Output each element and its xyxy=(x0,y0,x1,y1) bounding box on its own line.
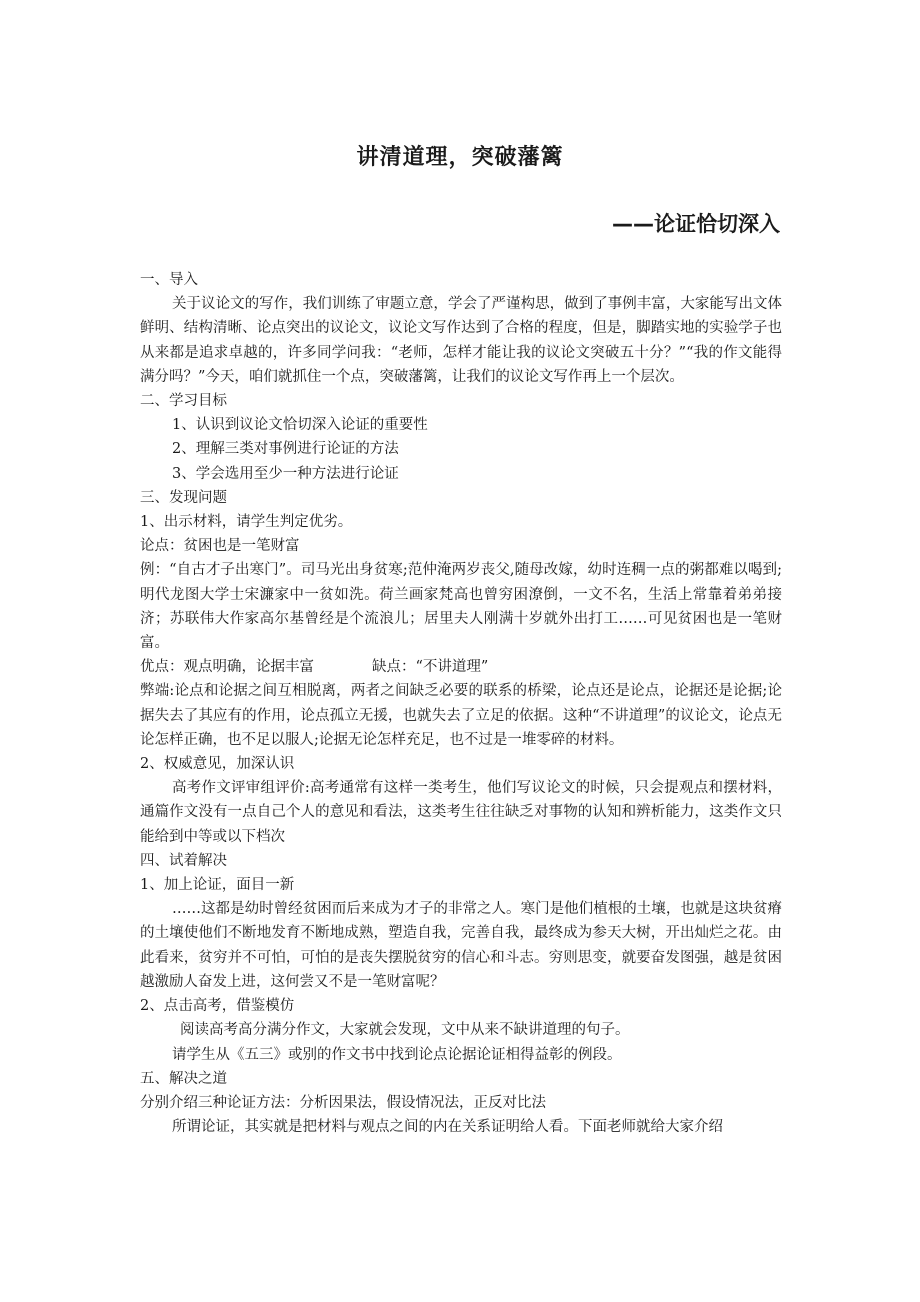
intro-paragraph: 关于议论文的写作，我们训练了审题立意，学会了严谨构思，做到了事例丰富，大家能写出文体鲜明、结构清晰、论点突出的议论文，议论文写作达到了合格的程度，但是，脚踏实地的实验学子也从来都是追求卓越的，许多同学问我：“老师，怎样才能让我的议论文突破五十分？”“我的作文能得满分吗？”今天，咱们就抓住一个点，突破藩篱，让我们的议论文写作再上一个层次。 xyxy=(140,296,782,385)
example-paragraph: 例：“自古才子出寒门”。司马光出身贫寒;范仲淹两岁丧父,随母改嫁，幼时连稠一点的粥都难以喝到;明代龙图大学士宋濂家中一贫如洗。荷兰画家梵高也曾穷困潦倒，一文不名，生活上常靠着弟弟接济；苏联伟大作家高尔基曾经是个流浪儿；居里夫人刚满十岁就外出打工……可见贫困也是一笔财富。 xyxy=(140,562,782,652)
demerit-text: 缺点：“不讲道理” xyxy=(372,659,489,676)
demo-paragraph: ……这都是幼时曾经贫困而后来成为才子的非常之人。寒门是他们植根的土壤，也就是这块贫瘠的土壤使他们不断地发育不断地成熟，塑造自我，完善自我，最终成为参天大树，开出灿烂之花。由此看来，贫穷并不可怕，可怕的是丧失摆脱贫穷的信心和斗志。穷则思变，就要奋发图强，越是贫困越激励人奋发上进，这何尝又不是一笔财富呢？ xyxy=(140,901,782,990)
drawback-paragraph: 弊端:论点和论据之间互相脱离，两者之间缺乏必要的联系的桥梁，论点还是论点，论据还是论据;论据失去了其应有的作用，论点孤立无援，也就失去了立足的依据。这种“不讲道理”的议论文，论点无论怎样正确，也不足以服人;论据无论怎样充足，也不过是一堆零碎的材料。 xyxy=(140,683,782,748)
authority-paragraph: 高考作文评审组评价:高考通常有这样一类考生，他们写议论文的时候，只会提观点和摆材料，通篇作文没有一点自己个人的意见和看法，这类考生往往缺乏对事物的认知和辨析能力，这类作文只能给到中等或以下档次 xyxy=(140,780,782,845)
section-heading-goals: 二、学习目标 xyxy=(140,393,227,410)
goal-item-3: 3、学会选用至少一种方法进行论证 xyxy=(172,465,399,482)
try-item-1: 1、加上论证，面目一新 xyxy=(140,877,295,894)
ask-line: 请学生从《五三》或别的作文书中找到论点论据论证相得益彰的例段。 xyxy=(172,1046,622,1063)
section-heading-intro: 一、导入 xyxy=(140,272,198,288)
section-heading-problem: 三、发现问题 xyxy=(140,489,227,506)
try-item-2: 2、点击高考，借鉴模仿 xyxy=(140,998,295,1015)
argument-line: 论点：贫困也是一笔财富 xyxy=(140,538,300,555)
merit-text: 优点：观点明确，论据丰富 xyxy=(140,659,314,676)
document-body xyxy=(140,268,782,1139)
merit-demerit-line xyxy=(140,655,782,679)
goal-item-1: 1、认识到议论文恰切深入论证的重要性 xyxy=(172,417,428,434)
last-line: 所谓论证，其实就是把材料与观点之间的内在关系证明给人看。下面老师就给大家介绍 xyxy=(172,1119,723,1136)
problem-item-2: 2、权威意见，加深认识 xyxy=(140,756,295,773)
document-title: 讲清道理，突破藩篱 xyxy=(356,145,564,170)
goal-item-2: 2、理解三类对事例进行论证的方法 xyxy=(172,441,399,458)
document-subtitle: ——论证恰切深入 xyxy=(612,212,780,236)
methods-line: 分别介绍三种论证方法：分析因果法，假设情况法，正反对比法 xyxy=(140,1094,546,1111)
section-heading-solution: 五、解决之道 xyxy=(140,1070,227,1087)
section-heading-try: 四、试着解决 xyxy=(140,852,227,869)
problem-item-1: 1、出示材料，请学生判定优劣。 xyxy=(140,514,353,531)
read-line: 阅读高考高分满分作文，大家就会发现，文中从来不缺讲道理的句子。 xyxy=(180,1022,630,1039)
